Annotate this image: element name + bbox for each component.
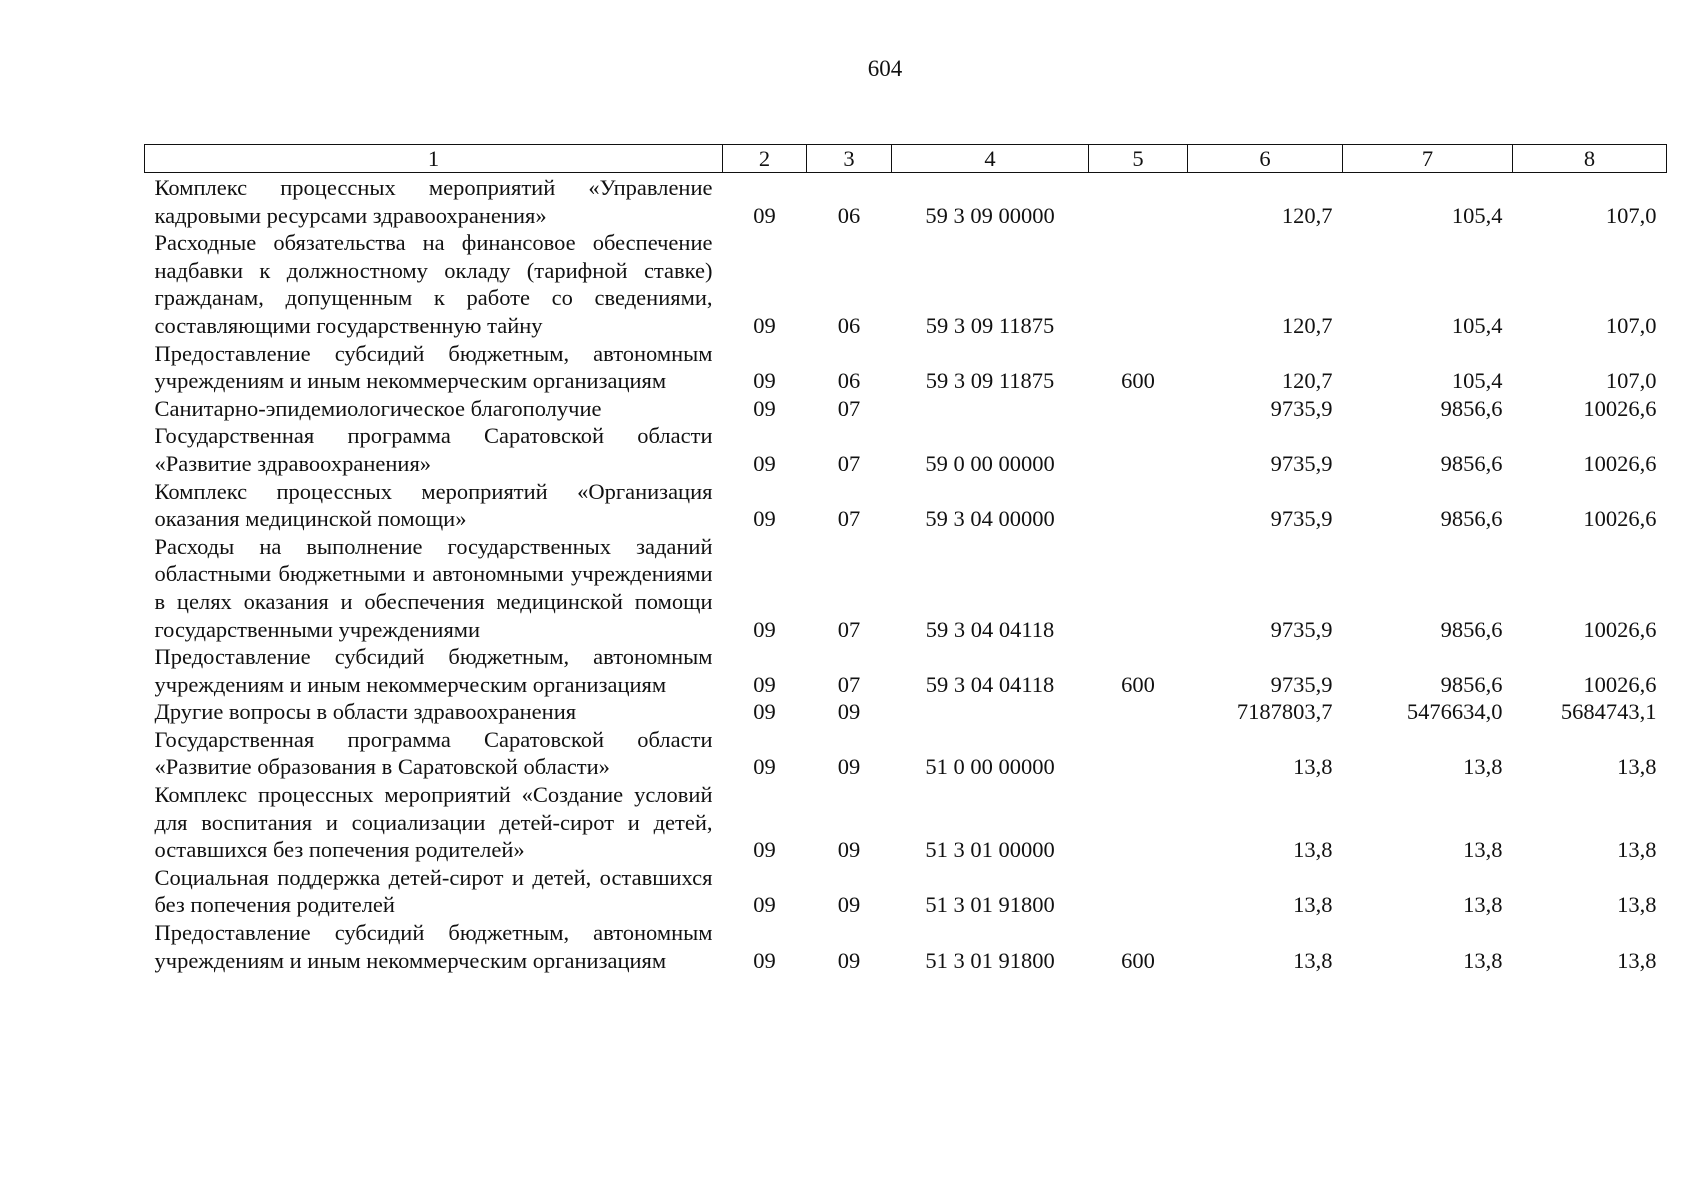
table-header (145, 145, 1667, 173)
row-section: 09 (753, 947, 776, 973)
row-section: 09 (753, 202, 776, 228)
row-value-col6: 120,7 (1281, 202, 1333, 228)
row-expense-type: 600 (1121, 947, 1155, 973)
row-value-col8: 10026,6 (1583, 616, 1657, 642)
row-target-article: 59 3 04 00000 (925, 506, 1055, 532)
table-row (145, 229, 1667, 339)
row-subsection: 06 (837, 368, 861, 394)
row-expense-type (1089, 533, 1188, 643)
row-value-col8: 107,0 (1605, 312, 1657, 338)
row-expense-type (1089, 726, 1188, 781)
row-subsection: 09 (837, 837, 861, 863)
header-row (145, 145, 1667, 173)
row-target-article: 59 3 09 11875 (925, 312, 1055, 338)
row-section: 09 (753, 671, 776, 697)
row-section: 09 (753, 312, 776, 338)
row-target-article: 59 3 09 00000 (925, 202, 1055, 228)
header-col-4: 4 (892, 145, 1089, 173)
row-value-col8: 10026,6 (1583, 395, 1657, 421)
row-subsection: 07 (837, 506, 861, 532)
row-value-col7: 13,8 (1463, 837, 1503, 863)
row-value-col7: 9856,6 (1440, 671, 1503, 697)
row-expense-type: 600 (1121, 671, 1155, 697)
table-row (145, 533, 1667, 643)
row-name: Другие вопросы в области здравоохранения (154, 699, 577, 725)
row-subsection: 07 (837, 616, 861, 642)
row-expense-type: 600 (1121, 368, 1155, 394)
row-name: Государственная программа Саратовской области «Развитие здравоохранения» (154, 423, 713, 476)
row-section: 09 (753, 506, 776, 532)
row-value-col7: 9856,6 (1440, 506, 1503, 532)
row-name: Предоставление субсидий бюджетным, автономным учреждениям и иным некоммерческим организациям (154, 920, 713, 973)
row-section: 09 (753, 699, 776, 725)
row-name: Комплекс процессных мероприятий «Организация оказания медицинской помощи» (154, 478, 713, 532)
row-value-col8: 5684743,1 (1560, 699, 1657, 725)
row-value-col7: 13,8 (1463, 754, 1503, 780)
header-col-3: 3 (807, 145, 892, 173)
row-section: 09 (753, 616, 776, 642)
row-value-col6: 120,7 (1281, 368, 1333, 394)
table-row (145, 478, 1667, 533)
row-value-col6: 13,8 (1293, 892, 1333, 918)
row-value-col8: 107,0 (1605, 202, 1657, 228)
row-expense-type (1089, 478, 1188, 533)
header-col-1: 1 (145, 145, 723, 173)
row-subsection: 09 (837, 699, 861, 725)
table-row (145, 726, 1667, 781)
row-expense-type (1089, 864, 1188, 919)
row-expense-type (1089, 698, 1188, 726)
row-expense-type (1089, 781, 1188, 864)
row-value-col6: 9735,9 (1270, 506, 1333, 532)
row-value-col7: 105,4 (1451, 312, 1503, 338)
header-col-5: 5 (1089, 145, 1188, 173)
row-value-col6: 9735,9 (1270, 671, 1333, 697)
row-expense-type (1089, 229, 1188, 339)
row-value-col6: 9735,9 (1270, 395, 1333, 421)
table-row (145, 864, 1667, 919)
header-col-6: 6 (1188, 145, 1343, 173)
row-value-col6: 9735,9 (1270, 616, 1333, 642)
row-target-article: 59 3 04 04118 (925, 616, 1055, 642)
row-section: 09 (753, 368, 776, 394)
row-value-col8: 10026,6 (1583, 506, 1657, 532)
header-col-8: 8 (1513, 145, 1667, 173)
row-subsection: 06 (837, 312, 861, 338)
row-value-col8: 13,8 (1617, 837, 1657, 863)
row-name: Расходные обязательства на финансовое обеспечение надбавки к должностному окладу (тарифной ставке) гражданам, допущенным к работе со сведениями, составляющими государственную тайну (154, 230, 713, 338)
row-target-article: 51 3 01 91800 (925, 947, 1055, 973)
row-expense-type (1089, 395, 1188, 423)
row-name: Социальная поддержка детей-сирот и детей, оставшихся без попечения родителей (154, 864, 713, 918)
row-target-article: 51 3 01 00000 (925, 837, 1055, 863)
row-subsection: 07 (837, 450, 861, 476)
row-value-col6: 7187803,7 (1236, 699, 1333, 725)
row-subsection: 07 (837, 395, 861, 421)
row-target-article (892, 698, 1089, 726)
row-value-col7: 9856,6 (1440, 616, 1503, 642)
row-section: 09 (753, 395, 776, 421)
row-value-col8: 13,8 (1617, 892, 1657, 918)
row-section: 09 (753, 450, 776, 476)
row-value-col8: 107,0 (1605, 368, 1657, 394)
table-row (145, 340, 1667, 395)
table-row (145, 173, 1667, 230)
row-section: 09 (753, 892, 776, 918)
row-section: 09 (753, 754, 776, 780)
row-value-col7: 13,8 (1463, 892, 1503, 918)
row-value-col6: 13,8 (1293, 947, 1333, 973)
table-body (145, 173, 1667, 975)
row-target-article: 51 0 00 00000 (925, 754, 1055, 780)
row-value-col7: 105,4 (1451, 368, 1503, 394)
header-col-7: 7 (1343, 145, 1513, 173)
row-value-col7: 5476634,0 (1406, 699, 1503, 725)
row-name: Расходы на выполнение государственных заданий областными бюджетными и автономными учреждениями в целях оказания и обеспечения медицинской помощи государственными учреждениями (154, 533, 713, 642)
table-row (145, 422, 1667, 477)
table-row (145, 643, 1667, 698)
table-row (145, 395, 1667, 423)
header-col-2: 2 (723, 145, 807, 173)
row-subsection: 09 (837, 754, 861, 780)
row-value-col6: 13,8 (1293, 754, 1333, 780)
row-value-col6: 13,8 (1293, 837, 1333, 863)
row-target-article: 59 0 00 00000 (925, 450, 1055, 476)
row-target-article: 59 3 09 11875 (925, 368, 1055, 394)
row-value-col8: 10026,6 (1583, 450, 1657, 476)
row-target-article (892, 395, 1089, 423)
row-value-col6: 9735,9 (1270, 450, 1333, 476)
row-name: Комплекс процессных мероприятий «Управление кадровыми ресурсами здравоохранения» (154, 175, 713, 228)
row-expense-type (1089, 173, 1188, 230)
row-name: Предоставление субсидий бюджетным, автономным учреждениям и иным некоммерческим организациям (154, 644, 713, 697)
row-name: Государственная программа Саратовской области «Развитие образования в Саратовской области» (154, 726, 713, 780)
row-value-col7: 105,4 (1451, 202, 1503, 228)
row-subsection: 09 (837, 947, 861, 973)
budget-table (144, 144, 1667, 974)
table-row (145, 698, 1667, 726)
page-number: 604 (867, 56, 903, 81)
row-value-col8: 13,8 (1617, 754, 1657, 780)
table-row (145, 781, 1667, 864)
table-row (145, 919, 1667, 974)
row-value-col6: 120,7 (1281, 312, 1333, 338)
row-subsection: 09 (837, 892, 861, 918)
row-value-col7: 9856,6 (1440, 395, 1503, 421)
row-subsection: 06 (837, 202, 861, 228)
row-value-col7: 13,8 (1463, 947, 1503, 973)
row-subsection: 07 (837, 671, 861, 697)
row-name: Предоставление субсидий бюджетным, автономным учреждениям и иным некоммерческим организациям (154, 340, 713, 394)
row-value-col8: 10026,6 (1583, 671, 1657, 697)
row-name: Комплекс процессных мероприятий «Создание условий для воспитания и социализации детей-сирот и детей, оставшихся без попечения родителей» (154, 782, 713, 863)
row-expense-type (1089, 422, 1188, 477)
row-target-article: 59 3 04 04118 (925, 671, 1055, 697)
row-value-col7: 9856,6 (1440, 450, 1503, 476)
row-section: 09 (753, 837, 776, 863)
row-target-article: 51 3 01 91800 (925, 892, 1055, 918)
row-name: Санитарно-эпидемиологическое благополучие (154, 395, 602, 421)
row-value-col8: 13,8 (1617, 947, 1657, 973)
